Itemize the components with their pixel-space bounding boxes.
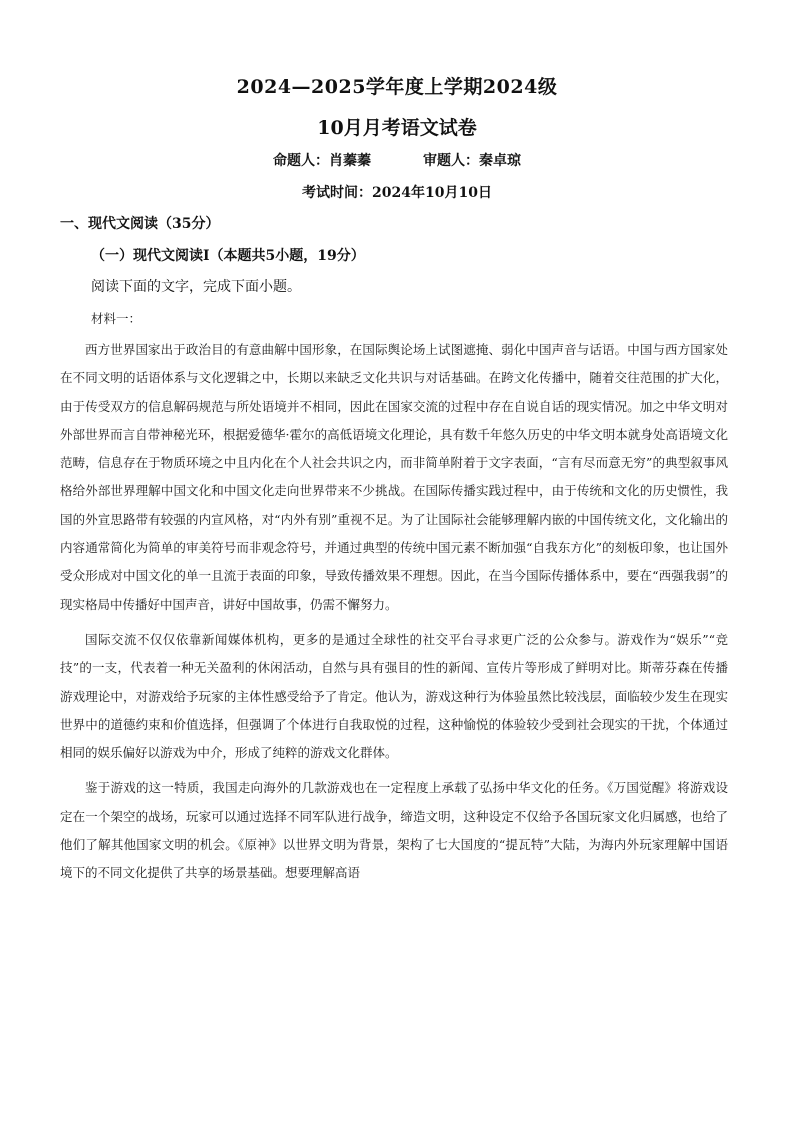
reading-passage xyxy=(60,336,728,888)
passage-paragraph: 国际交流不仅仅依靠新闻媒体机构，更多的是通过全球性的社交平台寻求更广泛的公众参与。游戏作为“娱乐”“竞技”的一支，代表着一种无关盈利的休闲活动，自然与具有强目的性的新闻、宣传片等形成了鲜明对比。斯蒂芬森在传播游戏理论中，对游戏给予玩家的主体性感受给予了肯定。他认为，游戏这种行为体验虽然比较浅层，面临较少发生在现实世界中的道德约束和价值选择，但强调了个体进行自我取悦的过程，这种愉悦的体验较少受到社会现实的干扰，个体通过相同的娱乐偏好以游戏为中介，形成了纯粹的游戏文化群体。 xyxy=(60,631,728,761)
subsection-heading: （一）现代文阅读Ⅰ（本题共5小题，19分） xyxy=(91,248,365,264)
passage-paragraph: 鉴于游戏的这一特质，我国走向海外的几款游戏也在一定程度上承载了弘扬中华文化的任务。《万国觉醒》将游戏设定在一个架空的战场，玩家可以通过选择不同军队进行战争，缔造文明，这种设定不仅给予各国玩家文化归属感，也给了他们了解其他国家文明的机会。《原神》以世界文明为背景，架构了七大国度的“提瓦特”大陆，为海内外玩家理解中国语境下的不同文化提供了共享的场景基础。想要理解高语 xyxy=(60,780,728,881)
exam-title-line1: 2024—2025学年度上学期2024级 xyxy=(236,76,558,98)
material-label: 材料一： xyxy=(91,311,142,326)
exam-time: 考试时间：2024年10月10日 xyxy=(302,185,492,201)
section-heading: 一、现代文阅读（35分） xyxy=(60,216,220,232)
reading-instruction: 阅读下面的文字，完成下面小题。 xyxy=(91,279,301,295)
question-reviewer: 审题人：秦卓琼 xyxy=(423,153,521,169)
question-setter: 命题人：肖蓁蓁 xyxy=(273,153,371,169)
passage-paragraph: 西方世界国家出于政治目的有意曲解中国形象，在国际舆论场上试图遮掩、弱化中国声音与话语。中国与西方国家处在不同文明的话语体系与文化逻辑之中，长期以来缺乏文化共识与对话基础。在跨文化传播中，随着交往范围的扩大化，由于传受双方的信息解码规范与所处语境并不相同，因此在国家交流的过程中存在自说自话的现实情况。加之中华文明对外部世界而言自带神秘光环，根据爱德华·霍尔的高低语境文化理论，具有数千年悠久历史的中华文明本就身处高语境文化范畴，信息存在于物质环境之中且内化在个人社会共识之内，而非简单附着于文字表面，“言有尽而意无穷”的典型叙事风格给外部世界理解中国文化和中国文化走向世界带来不少挑战。在国际传播实践过程中，由于传统和文化的历史惯性，我国的外宣思路带有较强的内宣风格，对“内外有别”重视不足。为了让国际社会能够理解内嵌的中国传统文化，文化输出的内容通常简化为简单的审美符号而非观念符号，并通过典型的传统中国元素不断加强“自我东方化”的刻板印象，也让国外受众形成对中国文化的单一且流于表面的印象，导致传播效果不理想。因此，在当今国际传播体系中，要在“西强我弱”的现实格局中传播好中国声音，讲好中国故事，仍需不懈努力。 xyxy=(60,342,728,612)
author-line xyxy=(0,150,794,170)
exam-title-line2: 10月月考语文试卷 xyxy=(317,117,477,139)
